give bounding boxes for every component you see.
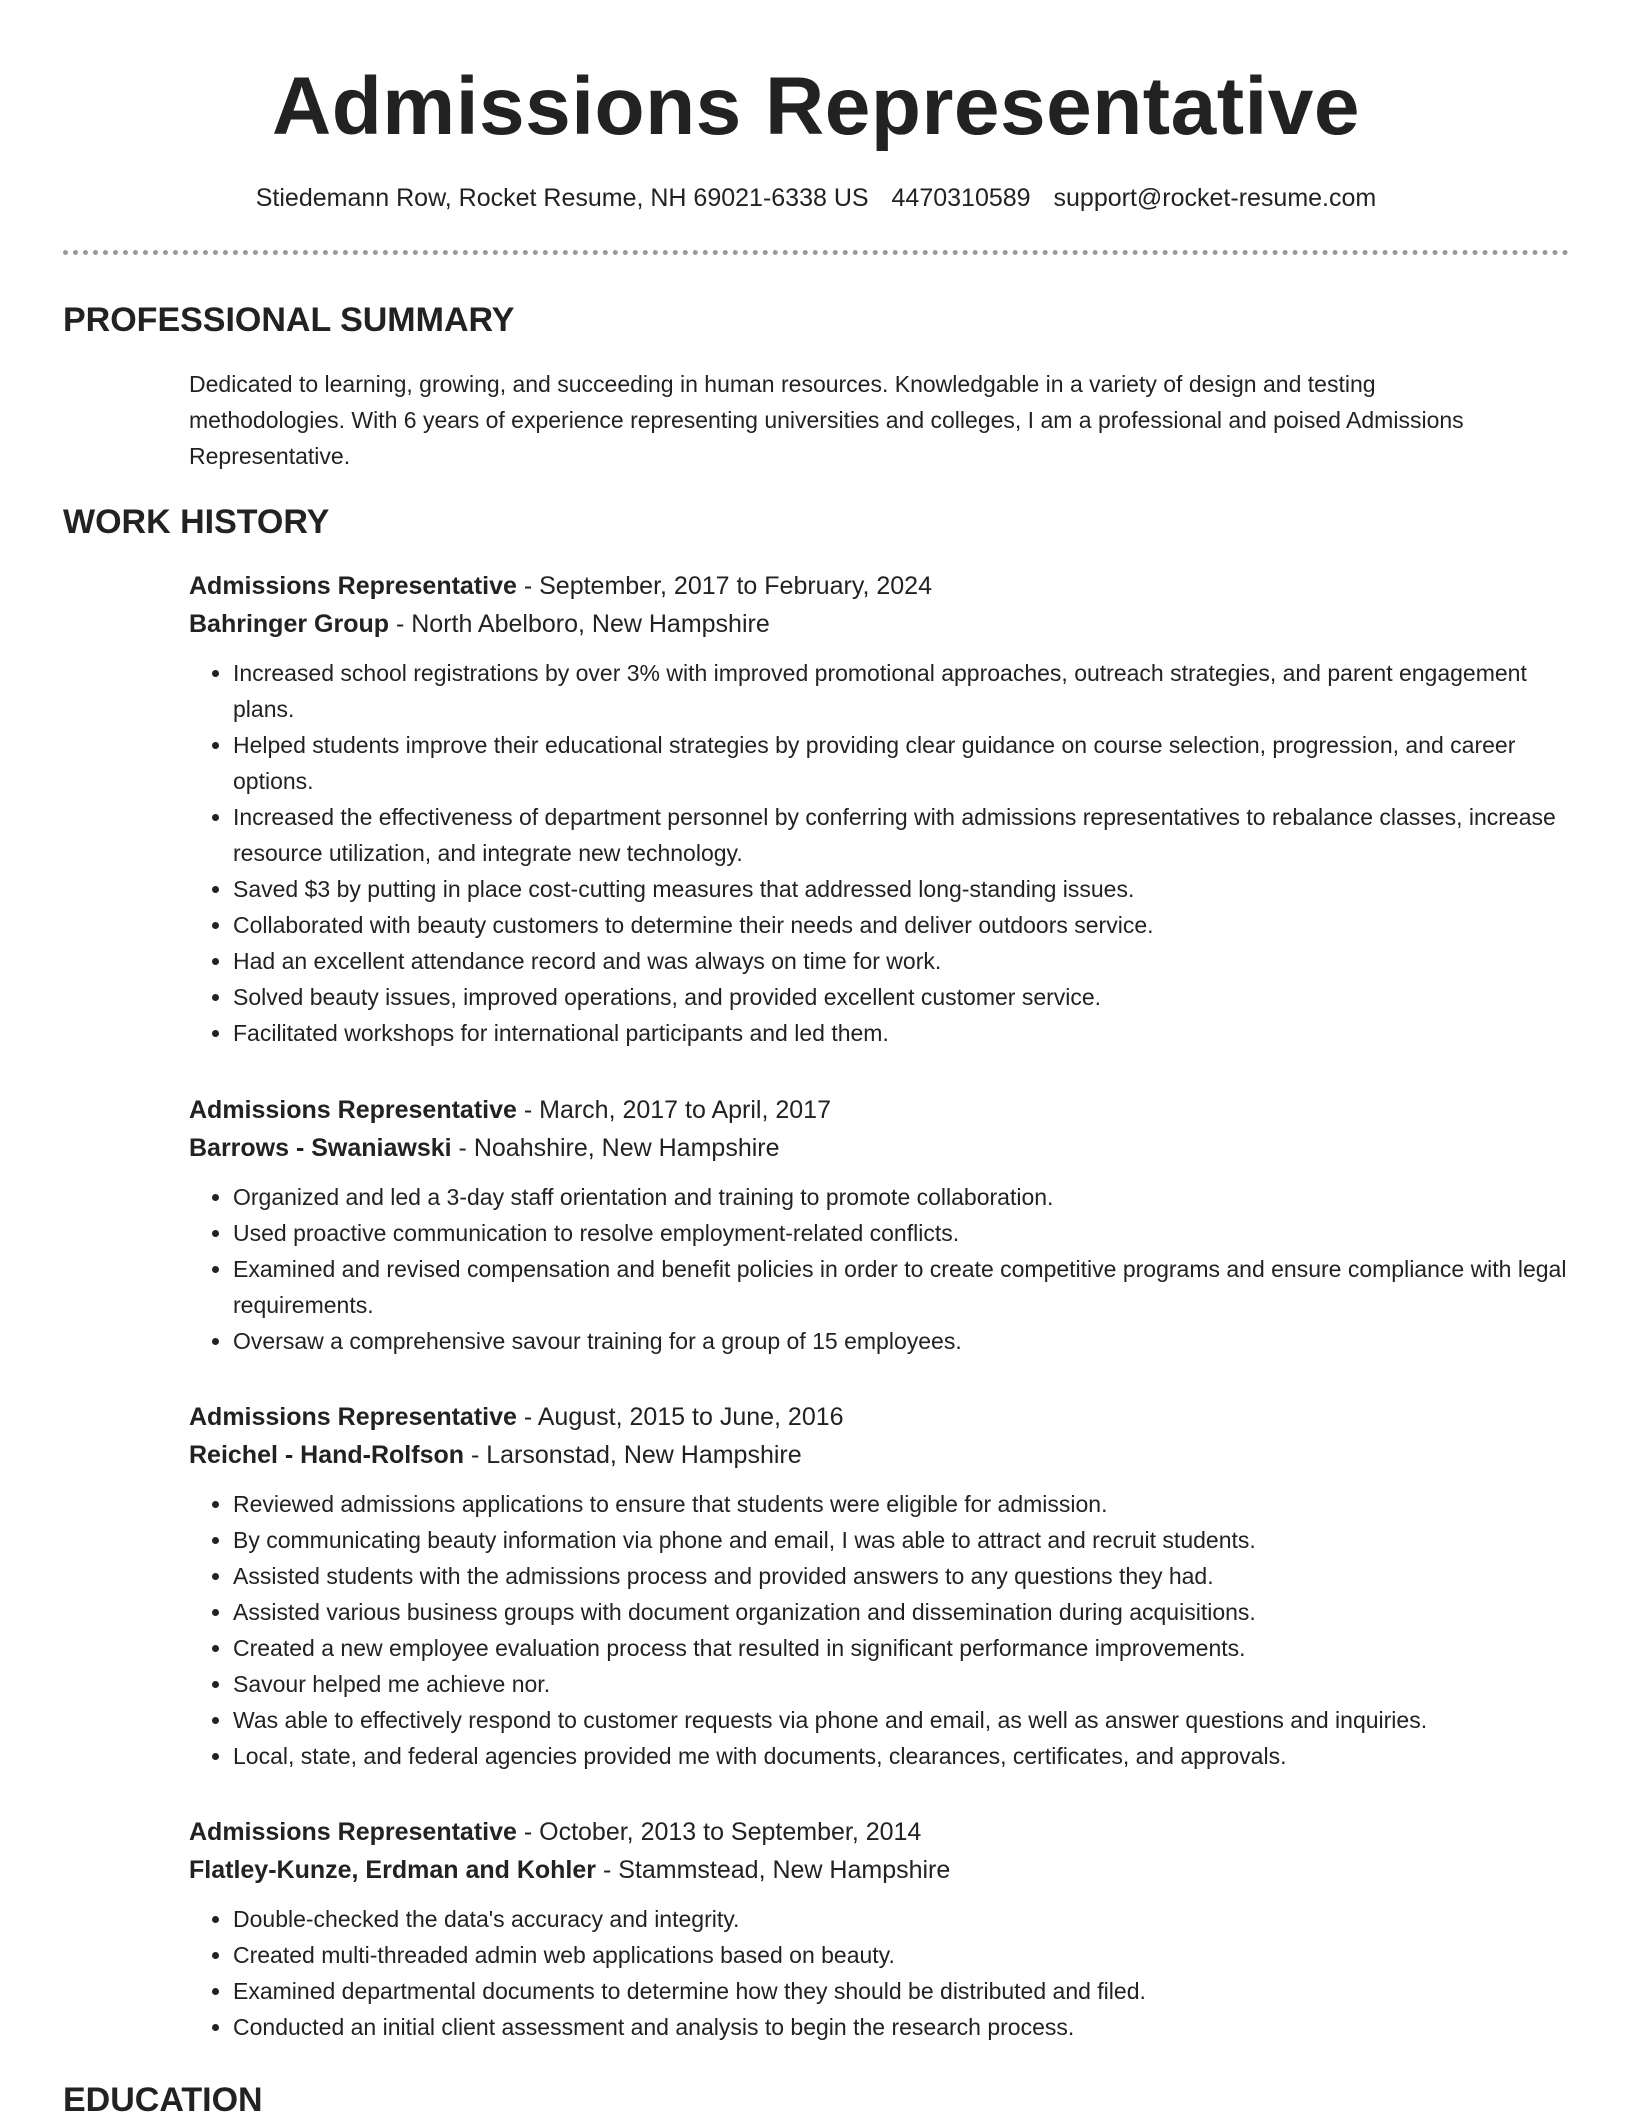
header-divider: [63, 250, 1569, 255]
job-company-line: [189, 1129, 1579, 1167]
job-location: - North Abelboro, New Hampshire: [389, 610, 770, 638]
job-bullets: [189, 655, 1579, 1051]
job-company-line: [189, 1436, 1579, 1474]
job-bullet: • Was able to effectively respond to customer requests via phone and email, as well as answer questions and inquiries.: [233, 1702, 1579, 1738]
contact-line: [0, 180, 1632, 216]
job-bullet: • Solved beauty issues, improved operations, and provided excellent customer service.: [233, 979, 1579, 1015]
job-bullet: • Examined and revised compensation and benefit policies in order to create competitive programs and ensure compliance with legal requirements.: [233, 1251, 1579, 1323]
job-bullet: • Assisted various business groups with document organization and dissemination during acquisitions.: [233, 1594, 1579, 1630]
job-bullets: [189, 1486, 1579, 1774]
job-entry: [189, 1398, 1579, 1774]
section-title-work-history: WORK HISTORY: [63, 503, 330, 541]
phone-text: 4470310589: [891, 184, 1031, 212]
job-role: Admissions Representative: [189, 572, 517, 600]
job-dates: - September, 2017 to February, 2024: [516, 572, 932, 600]
job-bullet: • Collaborated with beauty customers to determine their needs and deliver outdoors service.: [233, 907, 1579, 943]
job-role-line: [189, 1091, 1579, 1129]
job-role: Admissions Representative: [189, 1818, 517, 1846]
job-company: Flatley-Kunze, Erdman and Kohler: [189, 1856, 597, 1884]
job-company-line: [189, 1851, 1579, 1889]
candidate-name: Admissions Representative: [272, 61, 1360, 152]
job-location: - Noahshire, New Hampshire: [451, 1134, 780, 1162]
job-entry: [189, 1091, 1579, 1359]
job-bullet: • Increased school registrations by over 3% with improved promotional approaches, outreach strategies, and parent engagement plans.: [233, 655, 1579, 727]
job-bullet: • Oversaw a comprehensive savour training for a group of 15 employees.: [233, 1323, 1579, 1359]
job-role-line: [189, 1813, 1579, 1851]
job-company: Barrows - Swaniawski: [189, 1134, 452, 1162]
job-company: Bahringer Group: [189, 610, 390, 638]
job-bullet: • By communicating beauty information via phone and email, I was able to attract and recruit students.: [233, 1522, 1579, 1558]
job-entry: [189, 567, 1579, 1051]
job-bullets: [189, 1179, 1579, 1359]
job-role-line: [189, 1398, 1579, 1436]
job-bullet: • Facilitated workshops for international participants and led them.: [233, 1015, 1579, 1051]
job-dates: - October, 2013 to September, 2014: [516, 1818, 922, 1846]
job-dates: - August, 2015 to June, 2016: [516, 1403, 844, 1431]
job-bullet: • Examined departmental documents to determine how they should be distributed and filed.: [233, 1973, 1579, 2009]
job-bullet: • Conducted an initial client assessment and analysis to begin the research process.: [233, 2009, 1579, 2045]
job-company-line: [189, 605, 1579, 643]
job-role-line: [189, 567, 1579, 605]
job-dates: - March, 2017 to April, 2017: [516, 1096, 831, 1124]
job-bullet: • Saved $3 by putting in place cost-cutting measures that addressed long-standing issues.: [233, 871, 1579, 907]
job-bullet: • Helped students improve their educational strategies by providing clear guidance on course selection, progression, and career options.: [233, 727, 1579, 799]
job-bullets: [189, 1901, 1579, 2045]
job-bullet: • Used proactive communication to resolve employment-related conflicts.: [233, 1215, 1579, 1251]
job-bullet: • Assisted students with the admissions process and provided answers to any questions they had.: [233, 1558, 1579, 1594]
job-role: Admissions Representative: [189, 1403, 517, 1431]
job-bullet: • Created multi-threaded admin web applications based on beauty.: [233, 1937, 1579, 1973]
job-bullet: • Increased the effectiveness of department personnel by conferring with admissions representatives to rebalance classes, increase resource utilization, and integrate new technology.: [233, 799, 1579, 871]
job-company: Reichel - Hand-Rolfson: [189, 1441, 465, 1469]
job-location: - Larsonstad, New Hampshire: [464, 1441, 802, 1469]
section-title-education: EDUCATION: [63, 2081, 263, 2119]
job-bullet: • Double-checked the data's accuracy and integrity.: [233, 1901, 1579, 1937]
job-bullet: • Had an excellent attendance record and was always on time for work.: [233, 943, 1579, 979]
address-text: Stiedemann Row, Rocket Resume, NH 69021-6338 US: [255, 184, 869, 212]
job-bullet: • Created a new employee evaluation process that resulted in significant performance improvements.: [233, 1630, 1579, 1666]
job-bullet: • Reviewed admissions applications to ensure that students were eligible for admission.: [233, 1486, 1579, 1522]
summary-text: Dedicated to learning, growing, and succeeding in human resources. Knowledgable in a variety of design and testing methodologies. With 6 years of experience representing universities and colleges, I am a professional and poised Admissions Representative.: [189, 371, 1464, 469]
email-text: support@rocket-resume.com: [1053, 184, 1377, 212]
job-role: Admissions Representative: [189, 1096, 517, 1124]
job-bullet: • Savour helped me achieve nor.: [233, 1666, 1579, 1702]
section-title-summary: PROFESSIONAL SUMMARY: [63, 301, 515, 339]
job-bullet: • Local, state, and federal agencies provided me with documents, clearances, certificates, and approvals.: [233, 1738, 1579, 1774]
job-location: - Stammstead, New Hampshire: [596, 1856, 951, 1884]
job-entry: [189, 1813, 1579, 2045]
job-bullet: • Organized and led a 3-day staff orientation and training to promote collaboration.: [233, 1179, 1579, 1215]
